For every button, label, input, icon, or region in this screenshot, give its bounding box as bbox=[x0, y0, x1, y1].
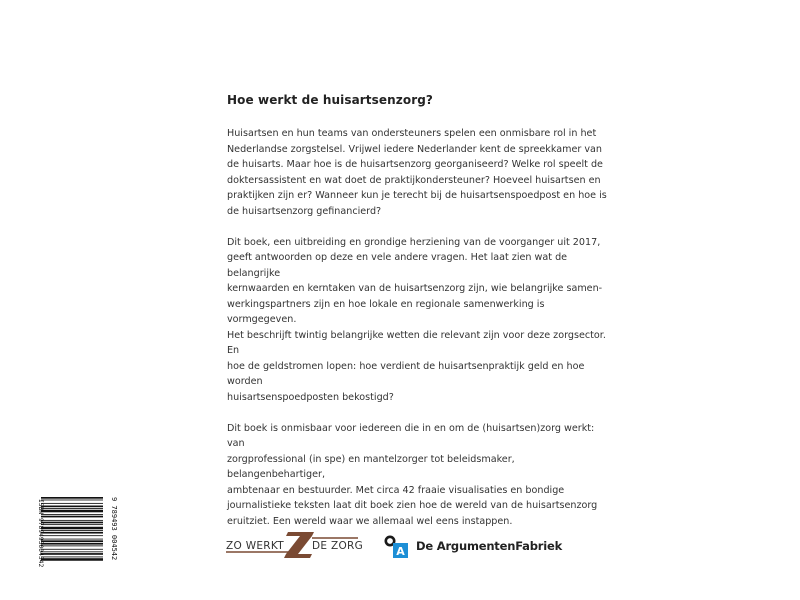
barcode-bar bbox=[41, 539, 103, 540]
barcode-bar bbox=[41, 549, 103, 550]
barcode-bar bbox=[41, 545, 103, 546]
logo-right-text: DE ZORG bbox=[312, 540, 364, 552]
barcode-bar bbox=[41, 503, 103, 504]
argumentenfabriek-logo bbox=[384, 535, 564, 559]
barcode-bar bbox=[41, 508, 103, 509]
barcode-bar bbox=[41, 497, 103, 499]
isbn-label: ISBN 9789493004542 bbox=[37, 499, 44, 568]
af-mark-icon bbox=[384, 535, 412, 559]
isbn-barcode bbox=[28, 497, 118, 579]
barcode-bar bbox=[41, 516, 103, 518]
barcode-bar bbox=[41, 532, 103, 534]
z-mark-icon bbox=[284, 532, 314, 558]
paragraph-1: Huisartsen en hun teams van ondersteuners spelen een onmisbare rol in het Nederlandse zorgstelsel. Vrijwel iedere Nederlander kent de spreekkamer van de huisarts. Maar hoe is de huisartsenzorg georganiseerd? Welke rol speelt de doktersassistent en wat doet de praktijkondersteuner? Hoeveel huisartsen en praktijken zijn er? Wanneer kun je terecht bij de huisartsenspoedpost en hoe is de huisartsenzorg gefinancierd? bbox=[227, 128, 607, 217]
logo-left-text: ZO WERKT bbox=[226, 540, 284, 552]
barcode-digits: 9 789493 004542 bbox=[110, 497, 118, 561]
blurb bbox=[227, 126, 607, 545]
barcode-bar bbox=[41, 557, 103, 558]
barcode-bar bbox=[41, 524, 103, 525]
barcode-bar bbox=[41, 543, 103, 545]
barcode-bar bbox=[41, 514, 103, 515]
barcode-bar bbox=[41, 520, 103, 521]
barcode-bar bbox=[41, 500, 103, 501]
barcode-bar bbox=[41, 530, 103, 531]
barcode-bar bbox=[41, 535, 103, 536]
barcode-bar bbox=[41, 558, 103, 561]
paragraph-2: Dit boek, een uitbreiding en grondige herziening van de voorganger uit 2017, geeft antwoorden op deze en vele andere vragen. Het laat zien wat de belangrijke kernwaarden en kerntaken van de huisartsenzorg zijn, wie belangrijke samen- werkingspartners zijn en hoe lokale en regionale samenwerking is vormgegeven. Het beschrijft twintig belangrijke wetten die relevant zijn voor deze zorgsector. En hoe de geldstromen lopen: hoe verdient de huisartsenpraktijk geld en hoe worden huisartsenspoedposten bekostigd? bbox=[227, 236, 606, 403]
barcode-bar bbox=[41, 540, 103, 542]
svg-text:A: A bbox=[396, 545, 405, 558]
zo-werkt-de-zorg-logo bbox=[226, 530, 364, 560]
barcode-bar bbox=[41, 527, 103, 530]
barcode-bar bbox=[41, 506, 103, 508]
page-title: Hoe werkt de huisartsenzorg? bbox=[227, 93, 433, 107]
barcode-bar bbox=[41, 551, 103, 552]
brand-name: De ArgumentenFabriek bbox=[416, 539, 563, 553]
barcode-bar bbox=[41, 522, 103, 524]
barcode-bar bbox=[41, 553, 103, 555]
paragraph-3: Dit boek is onmisbaar voor iedereen die in en om de (huisartsen)zorg werkt: van zorgprofessional (in spe) en mantelzorger tot beleidsmaker, belangenbehartiger, ambtenaar en bestuurder. Met circa 42 fraaie visualisaties en bondige journalistieke teksten laat dit boek zien hoe de wereld van de huisartsenzorg eruitziet. Een wereld waar we allemaal wel eens instappen. bbox=[227, 422, 598, 527]
barcode-bar bbox=[41, 510, 103, 513]
